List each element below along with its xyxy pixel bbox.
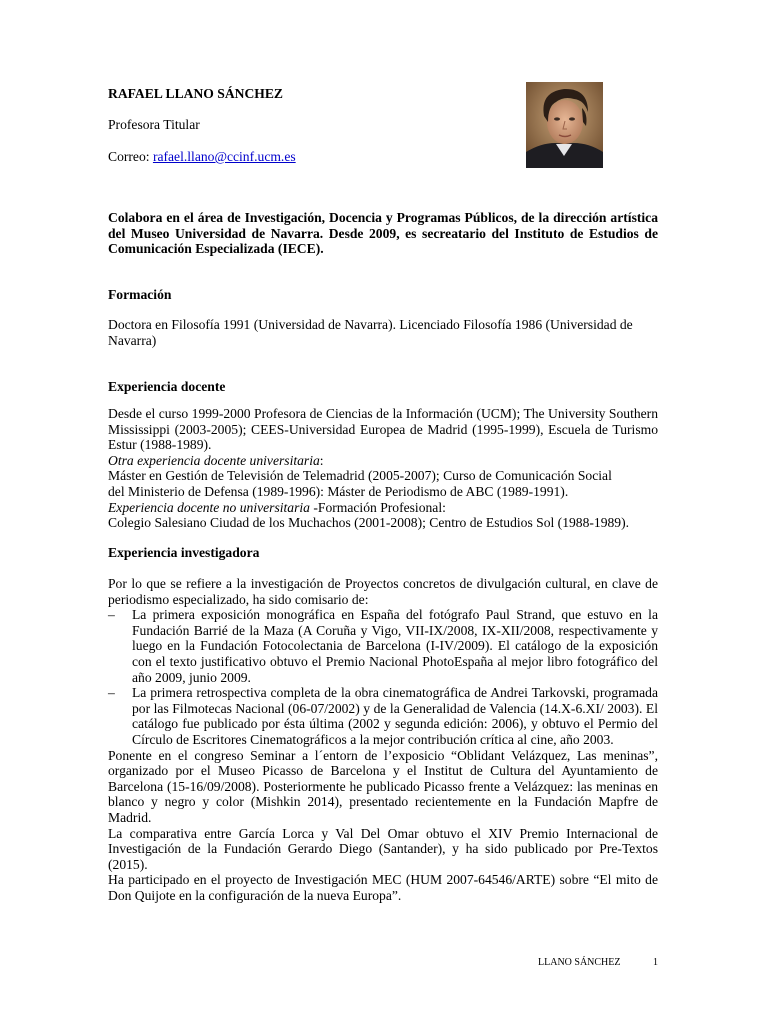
portrait-image — [526, 82, 603, 168]
no-universitaria-suffix: -Formación Profesional: — [309, 499, 446, 515]
comparativa-paragraph: La comparativa entre García Lorca y Val Del Omar obtuvo el XIV Premio Internacional de Investigación de la Fundación Gerardo Diego (Santander), y ha sido publicado por Pre-Textos (2015). — [108, 825, 658, 872]
otra-experiencia-line — [108, 453, 658, 469]
author-name: RAFAEL LLANO SÁNCHEZ — [108, 86, 283, 101]
email-line — [108, 149, 296, 165]
docente-paragraph: Desde el curso 1999-2000 Profesora de Ciencias de la Información (UCM); The University Southern Mississippi (2003-2005); CEES-Universidad Europea de Madrid (1995-1999), Escuela de Turismo Estur (1988-1989). — [108, 406, 658, 453]
author-photo — [526, 82, 603, 168]
comisario-list — [108, 607, 658, 747]
investigadora-intro: Por lo que se refiere a la investigación de Proyectos concretos de divulgación cultural, en clave de periodismo especializado, ha sido comisario de: — [108, 576, 658, 607]
list-item-text: La primera exposición monográfica en España del fotógrafo Paul Strand, que estuvo en la Fundación Barrié de la Maza (A Coruña y Vigo, VII-IX/2008, IX-XII/2008, respectivamente y luego en la Fundación Fotocolectania de Barcelona (I-IV/2009). El catálogo de la exposición con el texto justificativo obtuvo el Premio Nacional PhotoEspaña al mejor libro fotográfico del año 2009, junio 2009. — [132, 607, 658, 685]
section-heading-docente: Experiencia docente — [108, 379, 226, 394]
page-number: 1 — [653, 957, 658, 968]
email-label: Correo: — [108, 149, 153, 164]
list-item-text: La primera retrospectiva completa de la obra cinematográfica de Andrei Tarkovski, programada por las Filmotecas Nacional (06-07/2002) y de la Generalidad de Valencia (14.X-6.XI/ 2003). El catálogo fue publicado por ésta última (2002 y segunda edición: 2006), y obtuvo el Permio del Círculo de Escritores Cinematográficos a la mejor contribución crítica al cine, año 2003. — [132, 685, 658, 747]
no-universitaria-text: Colegio Salesiano Ciudad de los Muchachos (2001-2008); Centro de Estudios Sol (1988-1989). — [108, 515, 630, 531]
otra-experiencia-line-1: Máster en Gestión de Televisión de Telemadrid (2005-2007); Curso de Comunicación Social — [108, 468, 612, 484]
section-heading-investigadora: Experiencia investigadora — [108, 545, 260, 560]
otra-experiencia-label: Otra experiencia docente universitaria — [108, 452, 320, 468]
dash-bullet: – — [108, 607, 115, 623]
formacion-text: Doctora en Filosofía 1991 (Universidad de Navarra). Licenciado Filosofía 1986 (Universidad de Navarra) — [108, 317, 633, 348]
email-link[interactable]: rafael.llano@ccinf.ucm.es — [152, 149, 296, 164]
section-heading-formacion: Formación — [108, 287, 172, 302]
ponente-paragraph: Ponente en el congreso Seminar a l´entorn de l’exposicio “Oblidant Velázquez, Las meninas”, organizado por el Museo Picasso de Barcelona y el Institut de Cultura del Ayuntamiento de Barcelona (15-16/09/2008). Posteriormente he publicado Picasso frente a Velázquez: las meninas en blanco y negro y color (Mishkin 2014), presentado recientemente en la Fundación Mapfre de Madrid. — [108, 747, 658, 825]
docente-section — [108, 406, 658, 531]
proyecto-paragraph: Ha participado en el proyecto de Investigación MEC (HUM 2007-64546/ARTE) sobre “El mito de Don Quijote en la configuración de la nueva Europa”. — [108, 872, 658, 903]
footer-name: LLANO SÁNCHEZ — [538, 957, 621, 968]
no-universitaria-line — [108, 500, 658, 516]
no-universitaria-label: Experiencia docente no universitaria — [108, 499, 310, 515]
author-position: Profesora Titular — [108, 117, 200, 132]
otra-experiencia-colon: : — [319, 452, 324, 468]
list-item — [108, 685, 658, 747]
dash-bullet: – — [108, 685, 115, 701]
summary-paragraph: Colabora en el área de Investigación, Docencia y Programas Públicos, de la dirección artística del Museo Universidad de Navarra. Desde 2009, es secreatario del Instituto de Estudios de Comunicación Especializada (IECE). — [108, 210, 658, 257]
otra-experiencia-line-2: del Ministerio de Defensa (1989-1996): Máster de Periodismo de ABC (1989-1991). — [108, 483, 569, 499]
investigadora-section — [108, 576, 658, 903]
list-item — [108, 607, 658, 685]
